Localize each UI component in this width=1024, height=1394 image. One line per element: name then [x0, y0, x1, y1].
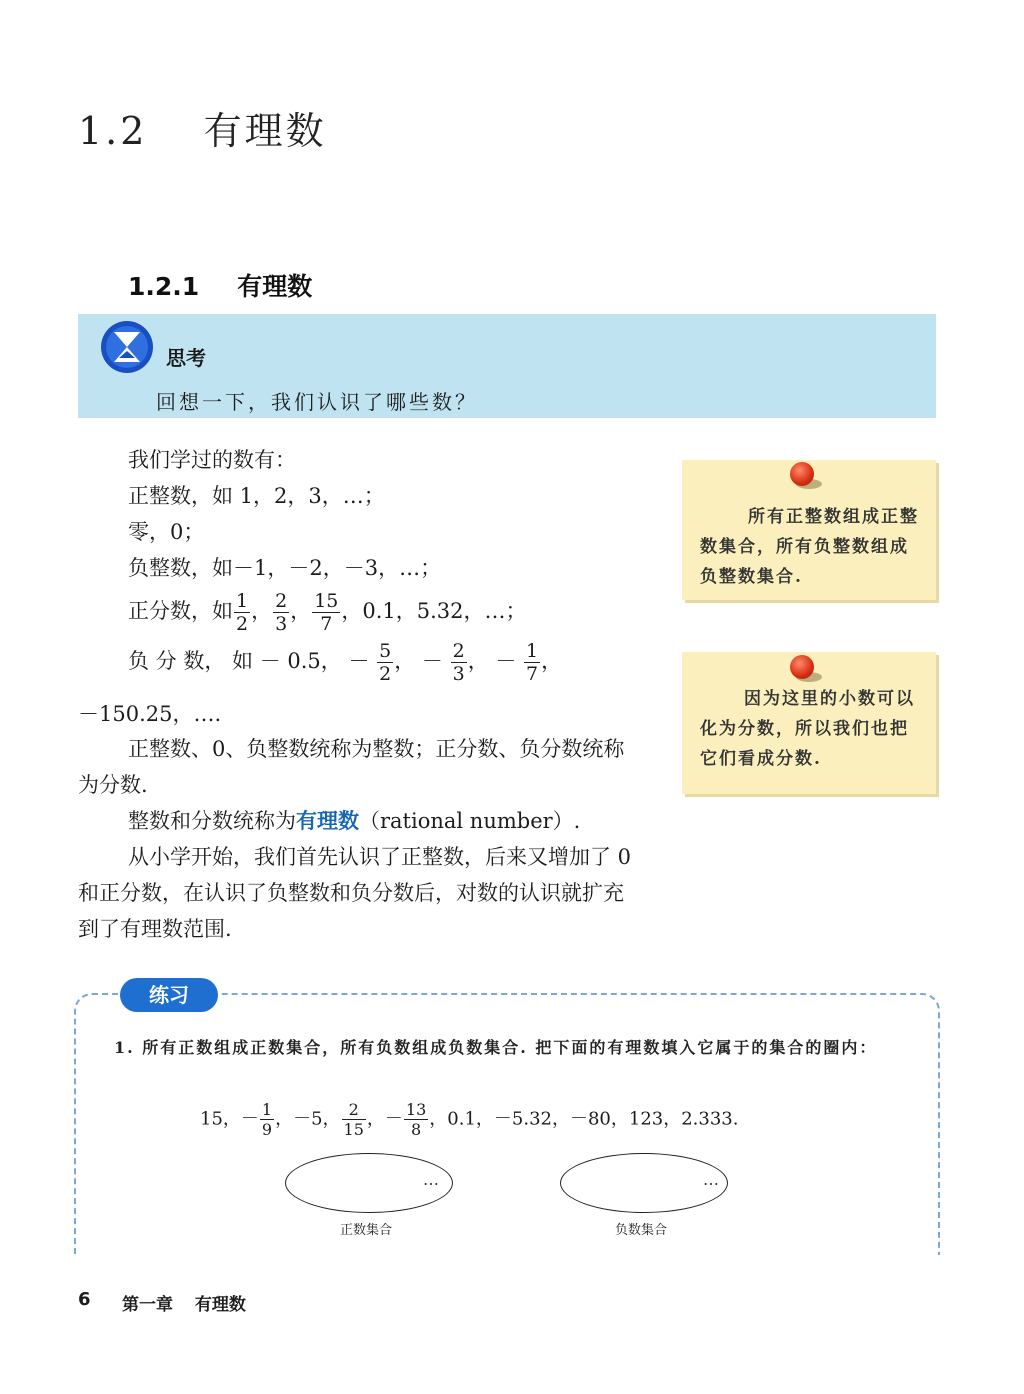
- think-label: 思考: [166, 346, 206, 370]
- negative-set-label: 负数集合: [615, 1223, 668, 1238]
- negative-fractions-line: 负 分 数， 如 － 0.5， － $\frac{5}{2}$ ， － $\frac{2}{3}$ ， － $\frac{1}{7}$ ，: [128, 640, 563, 685]
- neg-frac-prefix: 负 分 数， 如 － 0.5， －: [128, 649, 370, 673]
- list-part-b: ，－5，: [275, 1108, 341, 1130]
- p2-suffix: （rational number）.: [359, 809, 581, 833]
- rational-number-term: 有理数: [296, 808, 359, 833]
- page-number: 6: [78, 1289, 91, 1310]
- paragraph-history: 从小学开始，我们首先认识了正整数，后来又增加了 0 和正分数，在认识了负整数和负分数后，对数的认识就扩充到了有理数范围.: [78, 845, 632, 941]
- exercise-number-list: [200, 1100, 738, 1139]
- fraction: $\frac{13}{8}$: [405, 1100, 427, 1139]
- section-number: 1.2: [78, 109, 148, 153]
- positive-fractions-line: 正分数，如 $\frac{1}{2}$ ， $\frac{2}{3}$ ， $\frac{15}{7}$ ，0.1，5.32，…；: [128, 590, 527, 635]
- fraction: $\frac{2}{15}$: [343, 1100, 364, 1139]
- side-note-2-text: 因为这里的小数可以化为分数，所以我们也把它们看成分数.: [700, 689, 915, 769]
- list-part-a: 15，－: [200, 1108, 259, 1130]
- negative-set-ellipsis: …: [703, 1170, 719, 1189]
- subsection-title: [128, 267, 312, 303]
- body-intro: 我们学过的数有：: [128, 448, 296, 472]
- paragraph-integers-fractions: 正整数、0、负整数统称为整数；正分数、负分数统称为分数.: [78, 737, 625, 797]
- positive-set-ellipsis: …: [423, 1170, 439, 1189]
- exercise-1-text: 1. 所有正数组成正数集合，所有负数组成负数集合. 把下面的有理数填入它属于的集合的圈内：: [114, 1038, 878, 1057]
- positive-integers-line: 正整数，如 1，2，3，…；: [128, 484, 385, 508]
- fraction: $\frac{15}{7}$: [314, 590, 339, 635]
- hourglass-icon: [100, 320, 154, 374]
- negative-integers-line: 负整数，如－1，－2，－3，…；: [128, 556, 442, 580]
- pushpin-icon: [790, 655, 814, 679]
- pos-frac-tail: ，0.1，5.32，…；: [341, 599, 527, 623]
- pushpin-icon: [790, 462, 814, 486]
- list-part-c: ，－: [366, 1108, 403, 1130]
- chapter-label: 第一章 有理数: [122, 1295, 246, 1315]
- section-title: [78, 100, 327, 155]
- fraction: $\frac{2}{3}$: [452, 640, 465, 685]
- fraction: $\frac{1}{2}$: [236, 590, 249, 635]
- fraction: $\frac{5}{2}$: [379, 640, 392, 685]
- section-name: 有理数: [203, 109, 327, 153]
- negative-fractions-cont: －150.25，….: [78, 702, 222, 726]
- practice-tag: 练习: [120, 978, 218, 1012]
- fraction: $\frac{1}{9}$: [261, 1100, 273, 1139]
- p2-prefix: 整数和分数统称为: [128, 809, 296, 833]
- list-part-d: ，0.1，－5.32，－80，123，2.333.: [429, 1108, 739, 1130]
- paragraph-rational-definition: [78, 803, 638, 839]
- subsection-name: 有理数: [237, 272, 313, 301]
- think-question: 回想一下，我们认识了哪些数？: [156, 390, 478, 414]
- subsection-number: 1.2.1: [128, 272, 200, 301]
- side-note-1-text: 所有正整数组成正整数集合，所有负整数组成负整数集合.: [700, 507, 919, 587]
- positive-set-label: 正数集合: [340, 1223, 393, 1238]
- pos-frac-prefix: 正分数，如: [128, 599, 233, 623]
- fraction: $\frac{2}{3}$: [275, 590, 288, 635]
- zero-line: 零，0；: [128, 520, 205, 544]
- fraction: $\frac{1}{7}$: [526, 640, 539, 685]
